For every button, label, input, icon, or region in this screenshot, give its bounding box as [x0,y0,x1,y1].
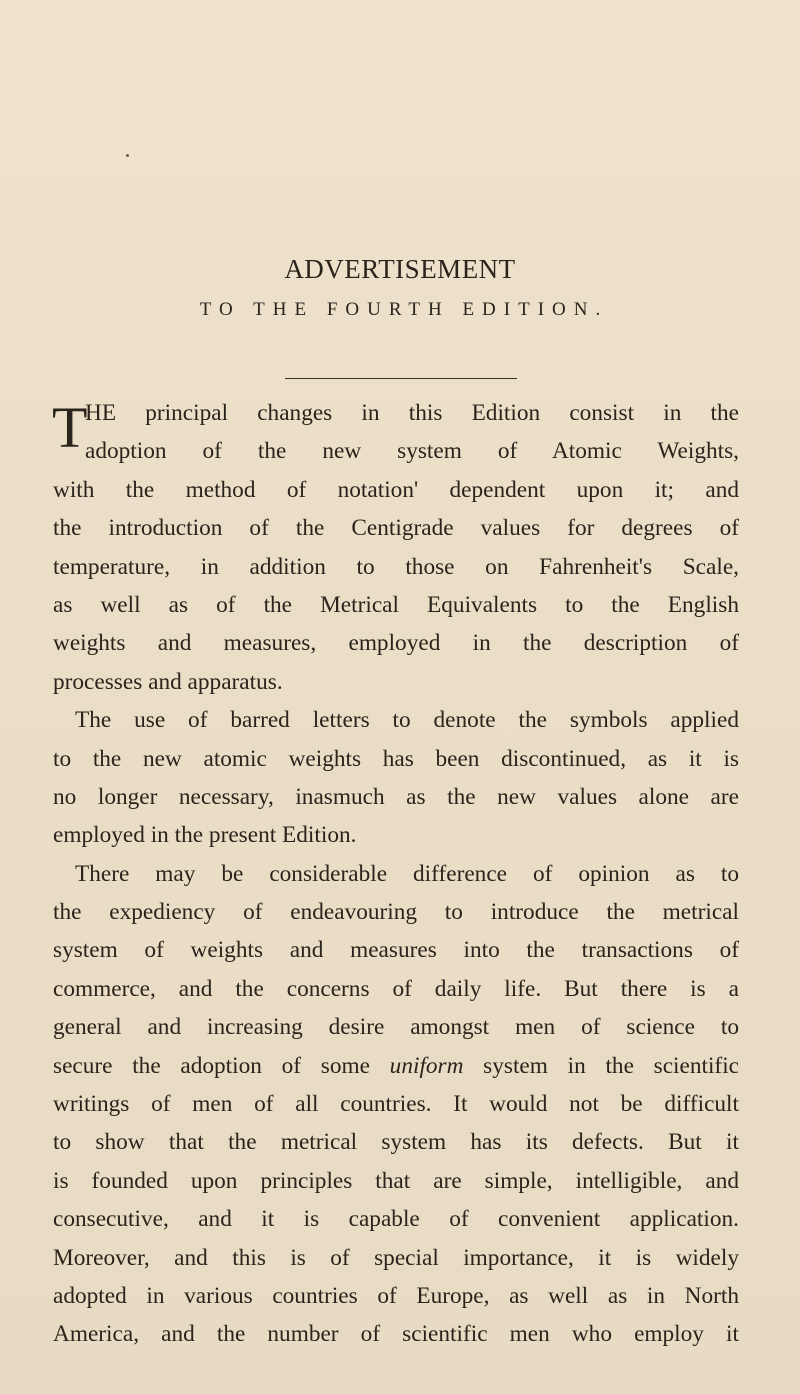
text-line: general and increasing desire amongst men of science to [53,1014,739,1041]
text-line: the expediency of endeavouring to introduce the metrical [53,899,739,926]
divider-rule [285,378,517,379]
text-line: writings of men of all countries. It would not be difficult [53,1091,739,1118]
text-line: Moreover, and this is of special importance, it is widely [53,1244,739,1271]
text-line: the introduction of the Centigrade values for degrees of [53,515,739,542]
text-line: weights and measures, employed in the description of [53,630,739,657]
text-line: consecutive, and it is capable of convenient application. [53,1206,739,1233]
text-line: as well as of the Metrical Equivalents to the English [53,591,739,618]
body-text [53,394,739,1354]
text-line: no longer necessary, inasmuch as the new values alone are [53,783,739,810]
text-line: There may be considerable difference of opinion as to [75,860,739,887]
emphasis-word: uniform [389,1052,464,1079]
text-fragment: secure the adoption of some [53,1052,390,1079]
text-line: processes and apparatus. [53,668,283,695]
text-line: with the method of notation' dependent upon it; and [53,476,739,503]
text-line: The use of barred letters to denote the symbols applied [75,707,739,734]
text-line: commerce, and the concerns of daily life. But there is a [53,975,739,1002]
text-line: is founded upon principles that are simple, intelligible, and [53,1167,739,1194]
page-subtitle: TO THE FOURTH EDITION. [199,299,609,320]
drop-cap: T [52,395,88,460]
text-line: to show that the metrical system has its defects. But it [53,1129,739,1156]
page-speck [126,154,129,157]
text-line: employed in the present Edition. [53,822,357,849]
text-line: adopted in various countries of Europe, as well as in North [53,1282,739,1309]
text-line: system of weights and measures into the transactions of [53,937,739,964]
text-line: adoption of the new system of Atomic Weights, [85,438,739,465]
text-fragment: system in the scientific [463,1052,739,1079]
text-line: temperature, in addition to those on Fahrenheit's Scale, [53,553,739,580]
text-line: America, and the number of scientific men who employ it [53,1321,739,1348]
text-line: to the new atomic weights has been discontinued, as it is [53,745,739,772]
page-title: ADVERTISEMENT [284,254,516,284]
text-line-emphasis [53,1047,739,1085]
text-line: HE principal changes in this Edition consist in the [85,400,739,426]
